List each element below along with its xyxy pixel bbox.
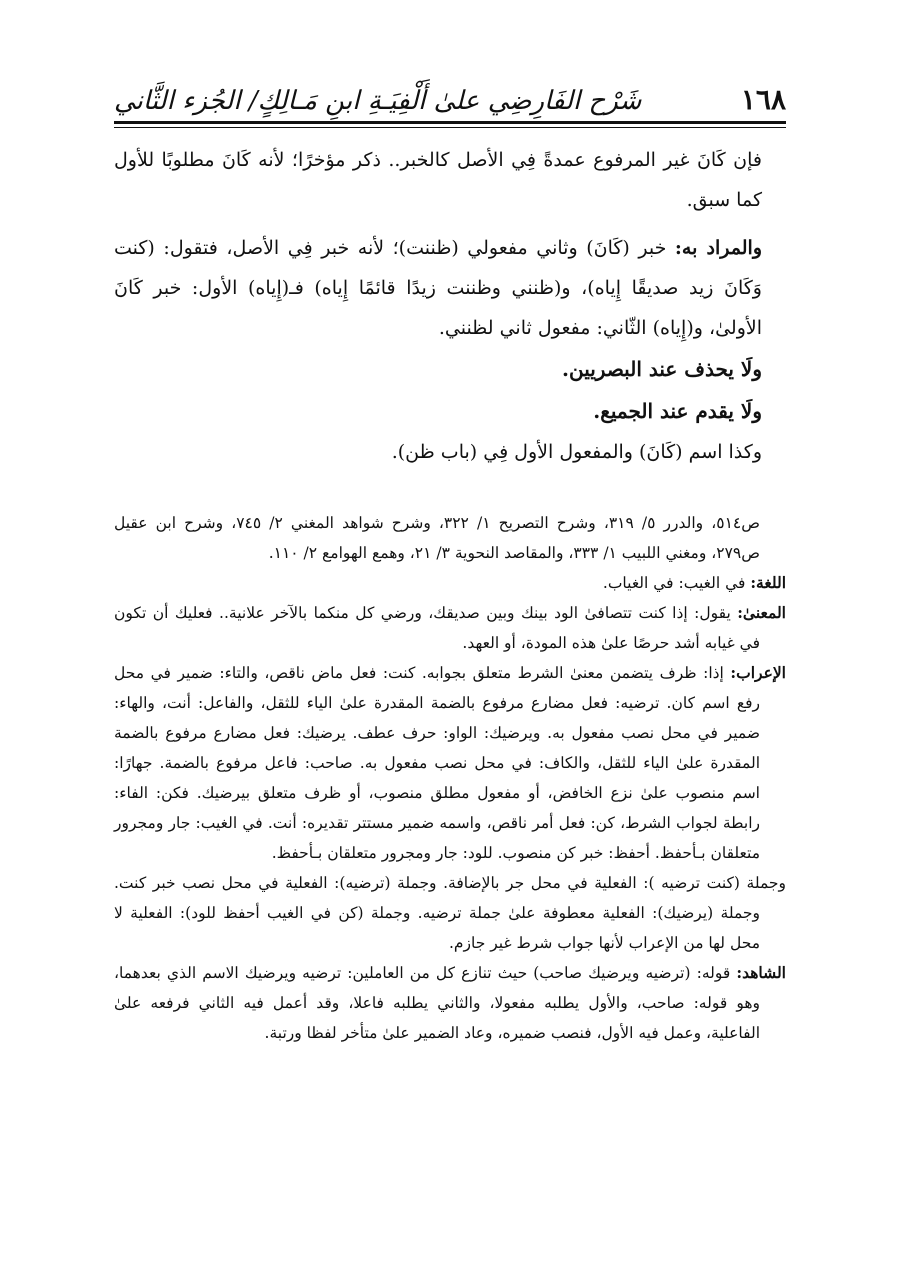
shahid-text: قوله: (ترضيه ويرضيك صاحب) حيث تنازع كل من العاملين: ترضيه ويرضيك الاسم الذي بعدهما، وهو قوله: صاحب، والأول يطلبه مفعولا، والثاني يطلبه فاعلا، وقد أعمل فيه الثاني فرفعه علىٰ الفاعلية، وعمل فيه الأول، فنصب ضميره، وعاد الضمير علىٰ متأخر لفظا ورتبة. bbox=[114, 964, 760, 1042]
paragraph-2 bbox=[114, 228, 786, 348]
footnote-maana bbox=[114, 598, 786, 658]
verse-line-1: ولَا يحذف عند البصريين. bbox=[562, 357, 762, 381]
running-title: شَرْح الفَارِضِي علىٰ أَلْفِيَـةِ ابنِ مَـالِكٍ/ الجُزء الثَّاني bbox=[114, 86, 642, 116]
footnotes bbox=[114, 508, 786, 1048]
maana-text: يقول: إذا كنت تتصافىٰ الود بينك وبين صديقك، ورضي كل منكما بالآخر علانية.. فعليك أن تكون في غيابه أشد حرصًا علىٰ هذه المودة، أو العهد. bbox=[114, 604, 760, 652]
footnote-shahid bbox=[114, 958, 786, 1048]
page-number: ١٦٨ bbox=[740, 83, 786, 116]
irab-text: إذا: ظرف يتضمن معنىٰ الشرط متعلق بجوابه. كنت: فعل ماض ناقص، والتاء: ضمير في محل رفع اسم كان. ترضيه: فعل مضارع مرفوع بالضمة المقدرة علىٰ الياء للثقل، والفاعل: أنت، والهاء: ضمير في محل نصب مفعول به. ويرضيك: الواو: حرف عطف. يرضيك: فعل مضارع مرفوع بالضمة المقدرة علىٰ الياء للثقل، والكاف: في محل نصب مفعول به. صاحب: فاعل مرفوع بالضمة. جهارًا: اسم منصوب علىٰ نزع الخافض، أو مفعول مطلق منصوب، أو ظرف متعلق بيرضيك. فكن: الفاء: رابطة لجواب الشرط، كن: فعل أمر ناقص، واسمه ضمير مستتر تقديره: أنت. في الغيب: جار ومجرور متعلقان بـأحفظ. أحفظ: خبر كن منصوب. للود: جار ومجرور متعلقان بـأحفظ. bbox=[114, 664, 760, 862]
footnote-irab bbox=[114, 658, 786, 868]
irab-label: الإعراب: bbox=[730, 663, 786, 682]
footnote-sources: ص٥١٤، والدرر ٥/ ٣١٩، وشرح التصريح ١/ ٣٢٢، وشرح شواهد المغني ٢/ ٧٤٥، وشرح ابن عقيل ص٢٧٩، ومغني اللبيب ١/ ٣٣٣، والمقاصد النحوية ٣/ ٢١، وهمع الهوامع ٢/ ١١٠. bbox=[114, 514, 760, 562]
paragraph-2-lead: والمراد به: bbox=[674, 237, 762, 259]
page-header bbox=[114, 62, 786, 120]
header-rule-thin bbox=[114, 127, 786, 128]
paragraph-3: وكذا اسم (كَانَ) والمفعول الأول فِي (باب ظن). bbox=[391, 441, 762, 463]
footnote-jumal: وجملة (كنت ترضيه ): الفعلية في محل جر بالإضافة. وجملة (ترضيه): الفعلية في محل نصب خبر كنت. وجملة (يرضيك): الفعلية معطوفة علىٰ جملة ترضيه. وجملة (كن في الغيب أحفظ للود): الفعلية لا محل لها من الإعراب لأنها جواب شرط غير جازم. bbox=[114, 874, 786, 952]
paragraph-2-body: خبر (كَانَ) وثاني مفعولي (ظننت)؛ لأنه خبر فِي الأصل، فتقول: (كنت وَكَانَ زيد صديقًا إِياه)، و(ظنني وظننت زيدًا قائمًا إِياه) فـ(إِياه) الأول: خبر كَانَ الأولىٰ، و(إِياه) الثّاني: مفعول ثاني لظنني. bbox=[114, 237, 762, 339]
paragraph-1: فإن كَانَ غير المرفوع عمدةً فِي الأصل كالخبر.. ذكر مؤخرًا؛ لأنه كَانَ مطلوبًا للأول كما سبق. bbox=[114, 149, 762, 211]
header-rule-thick bbox=[114, 121, 786, 124]
lugha-label: اللغة: bbox=[750, 573, 786, 592]
lugha-text: في الغيب: في الغياب. bbox=[602, 574, 751, 592]
shahid-label: الشاهد: bbox=[736, 963, 786, 982]
footnote-lugha bbox=[114, 568, 786, 598]
main-text bbox=[114, 140, 786, 472]
verse-line-2: ولَا يقدم عند الجميع. bbox=[593, 399, 762, 423]
maana-label: المعنىٰ: bbox=[737, 603, 786, 622]
